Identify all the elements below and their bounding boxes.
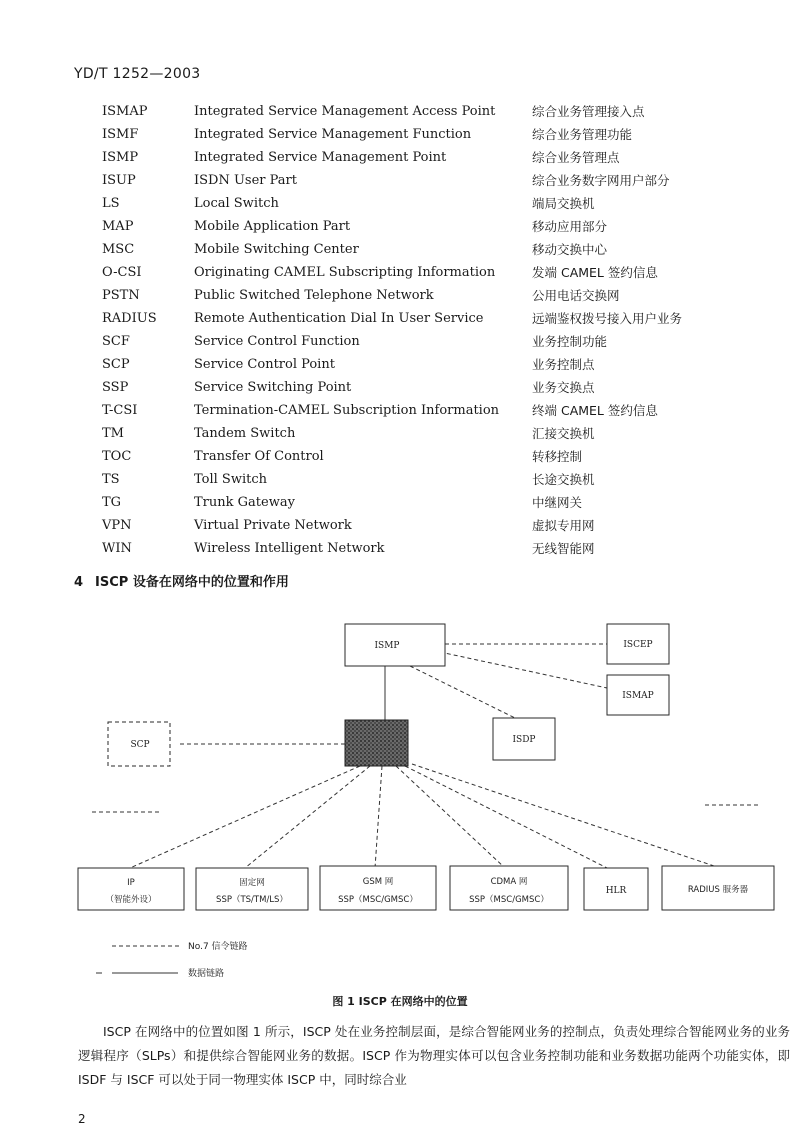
abbreviation-term: SCF — [102, 334, 130, 349]
abbreviation-chinese: 业务交换点 — [532, 380, 595, 395]
abbreviation-row — [102, 514, 742, 537]
abbreviation-chinese: 业务控制功能 — [532, 334, 608, 349]
abbreviation-chinese: 远端鉴权拨号接入用户业务 — [532, 311, 683, 326]
abbreviation-english: ISDN User Part — [194, 173, 297, 188]
node-gsm-label-2: SSP（MSC/GMSC） — [338, 895, 418, 905]
node-fixed-label-1: 固定网 — [239, 878, 265, 888]
abbreviation-row — [102, 422, 742, 445]
abbreviation-english: Integrated Service Management Access Point — [194, 104, 496, 119]
node-ismp-label: ISMP — [374, 641, 400, 651]
abbreviation-row — [102, 491, 742, 514]
abbreviation-english: Toll Switch — [194, 472, 268, 487]
abbreviation-chinese: 综合业务管理功能 — [532, 127, 633, 142]
link-iscp-radius — [412, 764, 720, 868]
abbreviation-row — [102, 146, 742, 169]
legend-data-label: 数据链路 — [188, 969, 225, 979]
abbreviation-chinese: 业务控制点 — [532, 357, 595, 372]
abbreviation-row — [102, 123, 742, 146]
abbreviation-term: ISUP — [102, 173, 136, 188]
abbreviation-term: VPN — [102, 518, 132, 533]
abbreviation-chinese: 综合业务管理点 — [532, 150, 620, 165]
abbreviation-english: Integrated Service Management Point — [194, 150, 447, 165]
abbreviation-term: TS — [102, 472, 120, 487]
abbreviation-chinese: 中继网关 — [532, 495, 583, 510]
abbreviation-english: Mobile Switching Center — [194, 242, 359, 257]
link-iscp-hlr — [405, 766, 615, 872]
link-iscp-ip — [130, 766, 360, 868]
abbreviation-term: ISMF — [102, 127, 139, 142]
link-iscp-cdma — [396, 766, 505, 868]
abbreviation-term: SCP — [102, 357, 130, 372]
abbreviation-english: Originating CAMEL Subscripting Information — [194, 265, 496, 280]
abbreviation-row — [102, 468, 742, 491]
abbreviation-english: Integrated Service Management Function — [194, 127, 472, 142]
abbreviation-english: Termination-CAMEL Subscription Information — [194, 403, 500, 418]
network-diagram — [0, 600, 800, 1000]
abbreviation-english: Tandem Switch — [194, 426, 296, 441]
abbreviation-chinese: 转移控制 — [532, 449, 583, 464]
abbreviation-row — [102, 399, 742, 422]
node-radius-label: RADIUS 服务器 — [687, 885, 749, 895]
abbreviation-term: O-CSI — [102, 265, 142, 280]
link-iscp-fixed — [245, 766, 370, 868]
abbreviation-term: TG — [102, 495, 122, 510]
abbreviation-chinese: 长途交换机 — [532, 472, 595, 487]
abbreviation-row — [102, 330, 742, 353]
page-number: 2 — [78, 1112, 86, 1126]
abbreviation-row — [102, 537, 742, 560]
abbreviation-row — [102, 215, 742, 238]
abbreviation-english: Remote Authentication Dial In User Service — [194, 311, 484, 326]
abbreviation-chinese: 汇接交换机 — [532, 426, 595, 441]
abbreviation-term: LS — [102, 196, 120, 211]
section-number: 4 — [74, 575, 84, 590]
abbreviation-row — [102, 376, 742, 399]
section-title: ISCP 设备在网络中的位置和作用 — [95, 575, 289, 590]
abbreviation-term: PSTN — [102, 288, 140, 303]
abbreviation-chinese: 端局交换机 — [532, 196, 595, 211]
abbreviation-chinese: 无线智能网 — [532, 541, 595, 556]
node-gsm-label-1: GSM 网 — [362, 877, 394, 887]
abbreviation-term: SSP — [102, 380, 129, 395]
abbreviation-chinese: 综合业务数字网用户部分 — [532, 173, 670, 188]
abbreviation-term: MSC — [102, 242, 135, 257]
node-cdma-label-2: SSP（MSC/GMSC） — [469, 895, 549, 905]
abbreviation-english: Service Control Point — [194, 357, 335, 372]
abbreviation-row — [102, 353, 742, 376]
abbreviation-chinese: 移动交换中心 — [532, 242, 608, 257]
node-ip-label-1: IP — [127, 878, 135, 888]
abbreviation-term: TM — [102, 426, 124, 441]
abbreviation-english: Mobile Application Part — [194, 219, 351, 234]
abbreviation-row — [102, 284, 742, 307]
abbreviation-term: MAP — [102, 219, 134, 234]
abbreviation-term: TOC — [102, 449, 132, 464]
abbreviation-english: Service Control Function — [194, 334, 360, 349]
abbreviation-row — [102, 307, 742, 330]
abbreviation-term: T-CSI — [102, 403, 138, 418]
abbreviation-chinese: 移动应用部分 — [532, 219, 608, 234]
node-cdma-label-1: CDMA 网 — [490, 877, 528, 887]
abbreviation-english: Wireless Intelligent Network — [194, 541, 385, 556]
abbreviation-chinese: 发端 CAMEL 签约信息 — [532, 265, 658, 280]
abbreviation-chinese: 公用电话交换网 — [532, 288, 620, 303]
abbreviation-table — [102, 100, 742, 560]
abbreviation-english: Local Switch — [194, 196, 279, 211]
node-scp-label: SCP — [130, 740, 150, 750]
abbreviation-chinese: 终端 CAMEL 签约信息 — [532, 403, 658, 418]
node-fixed-label-2: SSP（TS/TM/LS） — [216, 895, 288, 905]
link-iscp-gsm — [375, 766, 382, 868]
node-hlr-label: HLR — [605, 886, 627, 896]
abbreviation-row — [102, 445, 742, 468]
abbreviation-row — [102, 100, 742, 123]
abbreviation-row — [102, 261, 742, 284]
abbreviation-english: Transfer Of Control — [194, 449, 324, 464]
abbreviation-row — [102, 238, 742, 261]
node-isdp-label: ISDP — [512, 735, 536, 745]
abbreviation-row — [102, 169, 742, 192]
abbreviation-term: WIN — [102, 541, 132, 556]
node-ip-label-2: （智能外设） — [105, 895, 157, 905]
section-heading — [74, 571, 289, 590]
abbreviation-english: Service Switching Point — [194, 380, 352, 395]
document-code: YD/T 1252—2003 — [74, 66, 201, 82]
link-ismp-isdp — [410, 666, 515, 718]
abbreviation-chinese: 综合业务管理接入点 — [532, 104, 645, 119]
figure-caption: 图 1 ISCP 在网络中的位置 — [332, 995, 468, 1008]
abbreviation-english: Trunk Gateway — [194, 495, 295, 510]
abbreviation-english: Public Switched Telephone Network — [194, 288, 434, 303]
link-ismp-ismap — [440, 652, 607, 688]
node-iscep-label: ISCEP — [623, 640, 653, 650]
node-iscp — [345, 720, 408, 766]
body-paragraph: ISCP 在网络中的位置如图 1 所示，ISCP 处在业务控制层面，是综合智能网业务的控制点，负责处理综合智能网业务的业务逻辑程序（SLPs）和提供综合智能网业务的数据。ISCP 作为物理实体可以包含业务控制功能和业务数据功能两个功能实体，即 ISDF 与 ISCF 可以处于同一物理实体 ISCP 中，同时综合业 — [78, 1024, 790, 1087]
abbreviation-term: ISMP — [102, 150, 139, 165]
abbreviation-term: ISMAP — [102, 104, 148, 119]
abbreviation-chinese: 虚拟专用网 — [532, 518, 595, 533]
legend-signaling-label: No.7 信令链路 — [188, 942, 248, 952]
node-ismap-label: ISMAP — [622, 691, 654, 701]
abbreviation-row — [102, 192, 742, 215]
abbreviation-term: RADIUS — [102, 311, 157, 326]
abbreviation-english: Virtual Private Network — [194, 518, 352, 533]
